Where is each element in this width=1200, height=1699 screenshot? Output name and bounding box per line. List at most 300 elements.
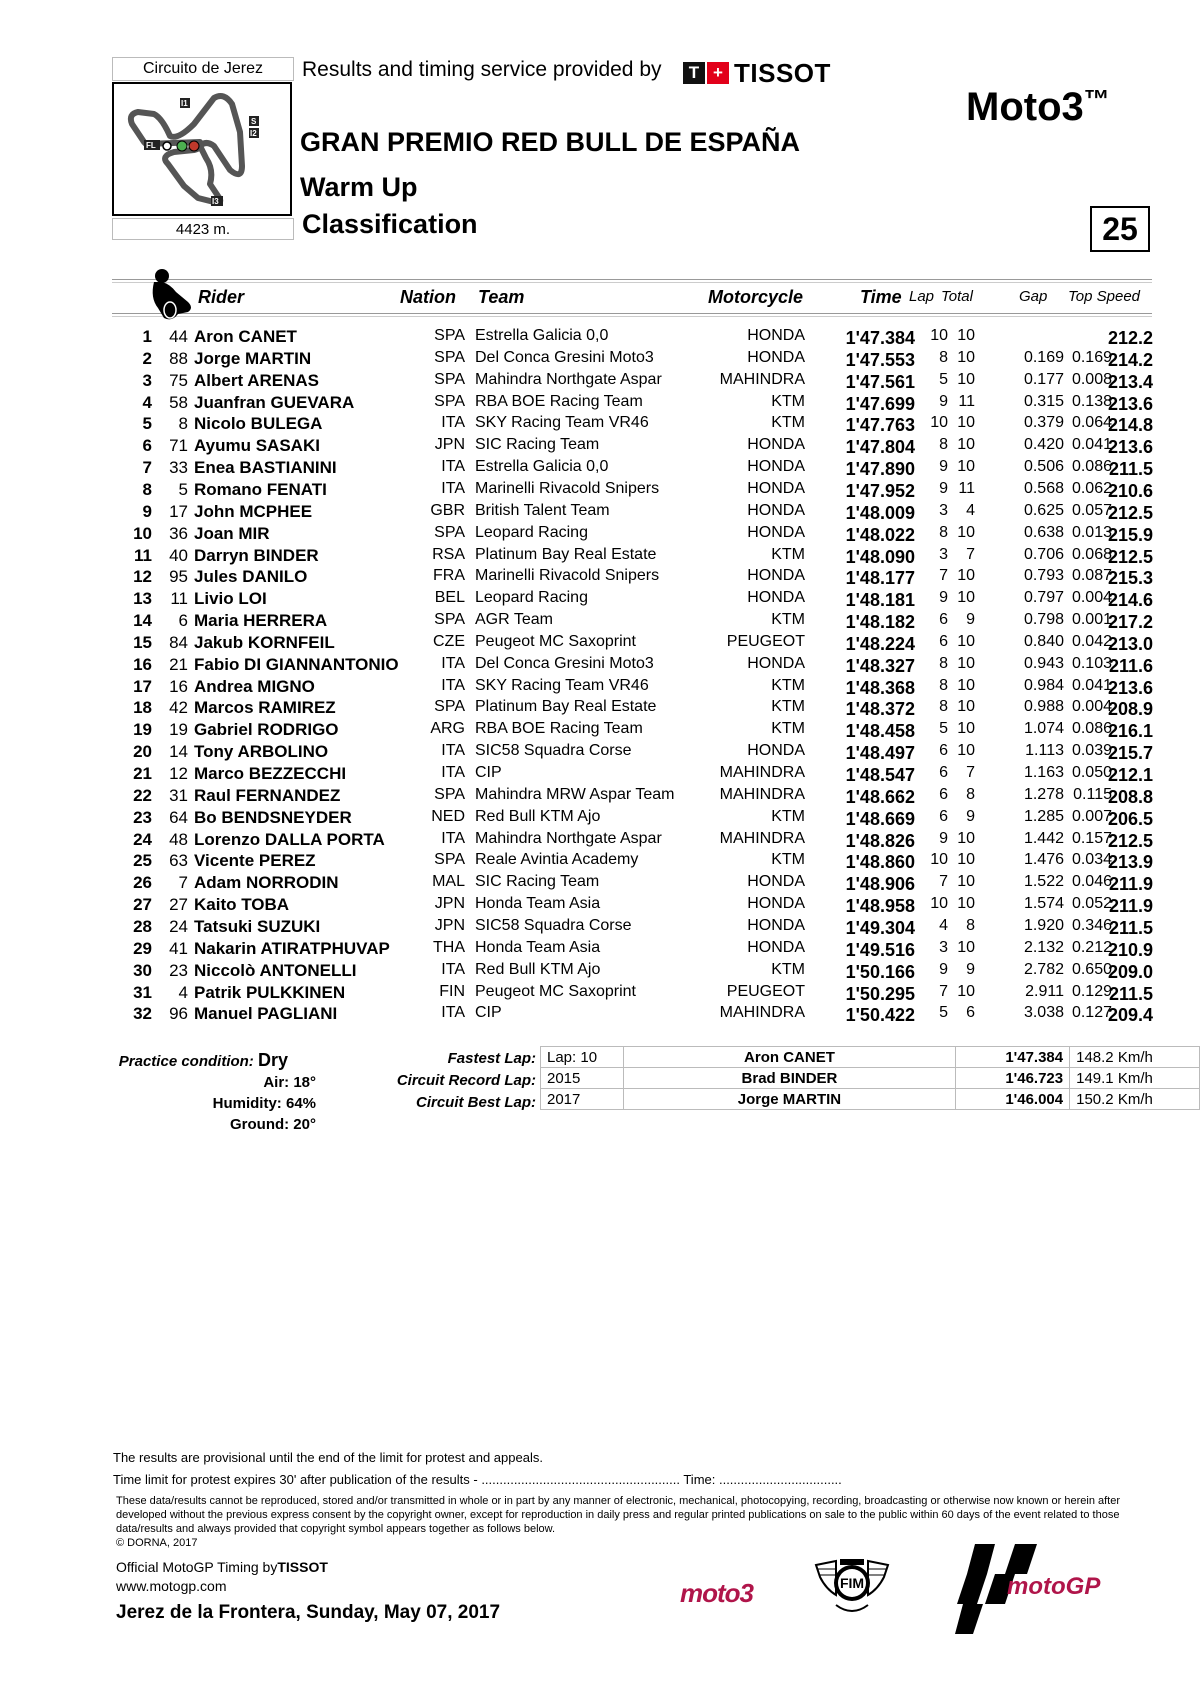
rider-name: Kaito TOBA — [194, 895, 290, 915]
record-extra: 2015 — [541, 1068, 624, 1089]
nation: JPN — [434, 436, 465, 454]
total-laps: 8 — [966, 916, 975, 934]
best-time: 1'50.295 — [845, 983, 915, 1004]
website-link[interactable]: www.motogp.com — [116, 1578, 227, 1594]
gap-to-first: 1.278 — [1023, 785, 1064, 803]
gap-to-first: 1.522 — [1023, 873, 1064, 891]
total-laps: 9 — [966, 960, 975, 978]
official-timing-brand: TISSOT — [277, 1559, 328, 1575]
gap-to-previous: 0.127 — [1071, 1004, 1112, 1022]
table-row — [0, 895, 1200, 917]
total-laps: 10 — [957, 851, 975, 869]
rider-name: Nicolo BULEGA — [194, 414, 323, 434]
timing-provider-text: Results and timing service provided by — [302, 58, 662, 81]
air-temp: Air: 18° — [263, 1074, 316, 1091]
best-time: 1'48.327 — [845, 655, 915, 676]
gap-to-previous: 0.042 — [1071, 632, 1112, 650]
position: 4 — [142, 392, 152, 412]
rider-name: Tatsuki SUZUKI — [194, 916, 321, 936]
motorcycle: HONDA — [747, 327, 805, 344]
rider-name: Andrea MIGNO — [194, 676, 315, 696]
position: 10 — [133, 523, 152, 543]
top-speed: 209.0 — [1107, 961, 1153, 982]
gap-to-previous: 0.008 — [1071, 370, 1112, 388]
gap-to-previous: 0.086 — [1071, 720, 1112, 738]
nation: JPN — [434, 895, 465, 913]
nation: SPA — [434, 392, 465, 410]
team-name: SIC58 Squadra Corse — [475, 742, 632, 760]
record-label-circuit-best: Circuit Best Lap: — [415, 1094, 536, 1111]
best-lap: 3 — [939, 545, 948, 563]
motorcycle: HONDA — [747, 479, 805, 497]
best-lap: 6 — [939, 632, 948, 650]
humidity: Humidity: 64% — [212, 1095, 316, 1112]
tissot-t-icon: T — [683, 62, 705, 84]
record-speed: 149.1 Km/h — [1070, 1068, 1200, 1089]
table-row — [0, 567, 1200, 589]
record-time: 1'46.004 — [955, 1089, 1070, 1110]
table-row — [0, 1004, 1200, 1026]
gap-to-first: 0.793 — [1023, 567, 1064, 585]
total-laps: 7 — [966, 764, 975, 781]
class-title — [966, 84, 1110, 130]
position: 28 — [133, 916, 152, 936]
rider-number: 6 — [178, 611, 188, 631]
nation: ITA — [441, 458, 465, 476]
gap-to-first: 1.476 — [1023, 851, 1064, 869]
team-name: Del Conca Gresini Moto3 — [475, 654, 654, 672]
rider-number: 95 — [169, 567, 188, 587]
team-name: Marinelli Rivacold Snipers — [475, 567, 660, 585]
team-name: Reale Avintia Academy — [475, 851, 639, 869]
nation: ITA — [441, 764, 465, 781]
best-time: 1'47.890 — [845, 459, 915, 480]
rider-number: 96 — [169, 1004, 188, 1024]
rider-number: 12 — [169, 764, 188, 783]
motorcycle: HONDA — [747, 458, 805, 476]
gap-to-previous: 0.052 — [1071, 895, 1112, 913]
gap-to-first: 0.840 — [1023, 632, 1064, 650]
top-speed: 212.1 — [1107, 765, 1153, 785]
gap-to-first: 1.574 — [1023, 895, 1064, 913]
best-time: 1'47.553 — [845, 349, 915, 370]
record-label-fastest: Fastest Lap: — [447, 1050, 536, 1067]
total-laps: 10 — [957, 436, 975, 454]
rider-name: Raul FERNANDEZ — [194, 785, 341, 805]
rider-number: 42 — [169, 698, 188, 718]
rider-name: Romano FENATI — [194, 479, 327, 499]
top-speed: 216.1 — [1107, 721, 1153, 742]
best-time: 1'47.952 — [845, 480, 915, 501]
rider-number: 21 — [169, 654, 188, 674]
team-name: Mahindra MRW Aspar Team — [475, 785, 675, 803]
team-name: Mahindra Northgate Aspar — [475, 829, 662, 847]
team-name: Leopard Racing — [475, 523, 588, 541]
top-speed: 211.5 — [1108, 459, 1153, 480]
position: 8 — [142, 479, 152, 499]
total-laps: 10 — [957, 589, 975, 607]
total-laps: 10 — [957, 654, 975, 672]
rider-name: Enea BASTIANINI — [194, 458, 337, 478]
nation: ARG — [430, 720, 465, 738]
total-laps: 7 — [966, 545, 975, 563]
motorcycle: KTM — [771, 611, 805, 629]
motorcycle: KTM — [771, 698, 805, 716]
position: 3 — [142, 370, 152, 390]
top-speed: 208.9 — [1107, 699, 1153, 720]
svg-text:I3: I3 — [212, 197, 219, 206]
best-time: 1'47.763 — [845, 415, 915, 436]
team-name: Estrella Galicia 0,0 — [475, 327, 609, 344]
nation: ITA — [441, 1004, 465, 1022]
gap-to-previous: 0.103 — [1071, 654, 1112, 672]
col-team: Team — [478, 287, 525, 307]
rider-name: Aron CANET — [194, 327, 297, 346]
motorcycle: KTM — [771, 545, 805, 563]
best-lap: 7 — [939, 567, 948, 585]
top-speed: 213.0 — [1107, 633, 1153, 654]
table-row — [0, 808, 1200, 830]
table-row — [0, 349, 1200, 371]
gap-to-first: 0.988 — [1023, 698, 1064, 716]
table-row — [0, 983, 1200, 1005]
gap-to-previous: 0.041 — [1071, 436, 1112, 454]
motorcycle: KTM — [771, 960, 805, 978]
table-row — [0, 830, 1200, 852]
place-date: Jerez de la Frontera, Sunday, May 07, 2017 — [116, 1602, 501, 1623]
total-laps: 10 — [957, 895, 975, 913]
table-row — [0, 414, 1200, 436]
position: 9 — [142, 501, 152, 521]
best-time: 1'48.372 — [845, 699, 915, 720]
best-lap: 5 — [939, 720, 948, 738]
position: 15 — [133, 632, 152, 652]
team-name: SKY Racing Team VR46 — [475, 414, 649, 432]
rider-number: 64 — [169, 807, 188, 827]
position: 27 — [133, 895, 152, 915]
total-laps: 10 — [957, 370, 975, 388]
gap-to-first: 0.420 — [1023, 436, 1064, 454]
rider-number: 44 — [169, 327, 188, 346]
gap-to-previous: 0.039 — [1071, 742, 1112, 760]
best-lap: 9 — [939, 589, 948, 607]
table-row — [0, 742, 1200, 764]
total-laps: 4 — [966, 501, 975, 519]
best-time: 1'48.181 — [845, 590, 915, 611]
gap-to-first: 0.984 — [1023, 676, 1064, 694]
rider-number: 8 — [178, 414, 188, 434]
gap-to-first: 3.038 — [1023, 1004, 1064, 1022]
best-time: 1'49.516 — [845, 939, 915, 960]
gap-to-previous: 0.068 — [1071, 545, 1112, 563]
best-lap: 9 — [939, 960, 948, 978]
col-gap: Gap — [1019, 288, 1048, 305]
total-laps: 9 — [966, 611, 975, 629]
position: 22 — [133, 785, 152, 805]
header-rule-bottom — [112, 313, 1152, 314]
best-lap: 9 — [939, 392, 948, 410]
gap-to-previous: 0.212 — [1071, 938, 1112, 956]
position: 14 — [133, 611, 152, 631]
position: 23 — [133, 807, 152, 827]
best-lap: 9 — [939, 479, 948, 497]
top-speed: 213.6 — [1107, 393, 1153, 414]
position: 30 — [133, 960, 152, 980]
best-time: 1'48.906 — [845, 874, 915, 895]
record-rider: Brad BINDER — [624, 1068, 955, 1089]
motorcycle: MAHINDRA — [719, 370, 805, 388]
table-row — [0, 611, 1200, 633]
position: 13 — [133, 589, 152, 609]
best-time: 1'48.860 — [845, 852, 915, 873]
best-time: 1'47.804 — [845, 437, 915, 458]
position: 19 — [133, 720, 152, 740]
top-speed: 210.6 — [1107, 480, 1153, 501]
top-speed: 213.6 — [1107, 437, 1153, 458]
page-number: 25 — [1090, 206, 1150, 252]
top-speed: 217.2 — [1107, 612, 1153, 633]
motorcycle: HONDA — [747, 916, 805, 934]
top-speed: 214.6 — [1107, 590, 1153, 611]
svg-text:I2: I2 — [250, 129, 257, 138]
rider-number: 7 — [178, 873, 188, 893]
team-name: Marinelli Rivacold Snipers — [475, 479, 660, 497]
gap-to-first: 1.285 — [1023, 807, 1064, 825]
best-time: 1'48.662 — [845, 786, 915, 807]
rider-number: 33 — [169, 458, 188, 478]
record-speed: 150.2 Km/h — [1070, 1089, 1200, 1110]
position: 17 — [133, 676, 152, 696]
position: 1 — [142, 327, 152, 346]
gap-to-previous: 0.062 — [1071, 479, 1112, 497]
team-name: CIP — [475, 764, 502, 781]
header-rule-top-2 — [112, 282, 1152, 283]
team-name: Peugeot MC Saxoprint — [475, 982, 636, 1000]
best-lap: 6 — [939, 742, 948, 760]
rider-name: Fabio DI GIANNANTONIO — [194, 654, 399, 674]
rider-number: 31 — [169, 785, 188, 805]
rider-name: Marcos RAMIREZ — [194, 698, 336, 718]
legal-notice — [116, 1494, 1126, 1550]
col-rider: Rider — [198, 287, 245, 307]
team-name: Red Bull KTM Ajo — [475, 960, 601, 978]
rider-number: 88 — [169, 348, 188, 368]
rider-number: 84 — [169, 632, 188, 652]
motorcycle: KTM — [771, 851, 805, 869]
best-time: 1'48.497 — [845, 743, 915, 764]
gap-to-first: 1.163 — [1023, 764, 1064, 781]
gap-to-previous: 0.041 — [1071, 676, 1112, 694]
top-speed: 210.9 — [1107, 939, 1153, 960]
total-laps: 10 — [957, 938, 975, 956]
fim-logo — [812, 1555, 892, 1619]
gap-to-previous: 0.129 — [1071, 982, 1112, 1000]
nation: MAL — [432, 873, 465, 891]
total-laps: 10 — [957, 742, 975, 760]
gap-to-first: 1.113 — [1025, 742, 1064, 760]
col-nation: Nation — [400, 287, 456, 307]
nation: BEL — [434, 589, 465, 607]
top-speed: 211.9 — [1108, 874, 1153, 895]
motorcycle: HONDA — [747, 567, 805, 585]
gap-to-first: 0.625 — [1023, 501, 1064, 519]
gap-to-previous: 0.650 — [1071, 960, 1112, 978]
team-name: CIP — [475, 1004, 502, 1022]
nation: RSA — [432, 545, 465, 563]
top-speed: 209.4 — [1107, 1005, 1153, 1026]
motorcycle: MAHINDRA — [719, 829, 805, 847]
top-speed: 213.6 — [1107, 677, 1153, 698]
table-row — [0, 851, 1200, 873]
nation: CZE — [433, 632, 465, 650]
top-speed: 212.2 — [1107, 328, 1153, 348]
team-name: RBA BOE Racing Team — [475, 720, 643, 738]
best-time: 1'48.022 — [845, 524, 915, 545]
nation: SPA — [434, 523, 465, 541]
top-speed: 215.9 — [1107, 524, 1153, 545]
rider-name: Patrik PULKKINEN — [194, 982, 346, 1002]
best-time: 1'48.368 — [845, 677, 915, 698]
best-time: 1'48.224 — [845, 633, 915, 654]
best-time: 1'49.304 — [845, 917, 915, 938]
gap-to-first: 0.568 — [1023, 479, 1064, 497]
rider-name: Bo BENDSNEYDER — [194, 807, 352, 827]
gap-to-first: 0.177 — [1023, 370, 1064, 388]
rider-name: Nakarin ATIRATPHUVAP — [194, 938, 390, 958]
motorcycle: KTM — [771, 807, 805, 825]
best-lap: 5 — [939, 370, 948, 388]
rider-number: 75 — [169, 370, 188, 390]
record-row-circuit-best — [541, 1089, 1200, 1110]
motorcycle: HONDA — [747, 436, 805, 454]
table-row — [0, 458, 1200, 480]
top-speed: 212.5 — [1107, 502, 1153, 523]
motorcycle: MAHINDRA — [719, 785, 805, 803]
records-table — [540, 1046, 1200, 1110]
team-name: SIC58 Squadra Corse — [475, 916, 632, 934]
nation: NED — [431, 807, 465, 825]
best-lap: 10 — [930, 414, 948, 432]
top-speed: 211.6 — [1108, 655, 1153, 676]
total-laps: 10 — [957, 414, 975, 432]
track-map-icon — [114, 84, 290, 214]
table-row — [0, 655, 1200, 677]
team-name: Honda Team Asia — [475, 938, 601, 956]
motorcycle: HONDA — [747, 895, 805, 913]
ground-temp: Ground: 20° — [229, 1116, 316, 1133]
gap-to-first: 0.943 — [1023, 654, 1064, 672]
rider-name: Juanfran GUEVARA — [194, 392, 355, 412]
best-lap: 8 — [939, 523, 948, 541]
best-time: 1'50.422 — [845, 1005, 915, 1026]
gap-to-first: 1.442 — [1023, 829, 1064, 847]
rider-name: Joan MIR — [194, 523, 270, 543]
best-time: 1'48.669 — [845, 808, 915, 829]
position: 25 — [133, 851, 152, 871]
position: 7 — [142, 458, 152, 478]
position: 18 — [133, 698, 152, 718]
gap-to-first: 2.132 — [1023, 938, 1064, 956]
rider-number: 19 — [169, 720, 188, 740]
record-speed: 148.2 Km/h — [1070, 1047, 1200, 1068]
copyright: © DORNA, 2017 — [116, 1537, 198, 1549]
best-lap: 6 — [939, 764, 948, 781]
table-row — [0, 917, 1200, 939]
svg-text:S: S — [251, 117, 257, 126]
best-lap: 9 — [939, 458, 948, 476]
motorcycle: KTM — [771, 720, 805, 738]
nation: SPA — [434, 348, 465, 366]
best-lap: 6 — [939, 785, 948, 803]
official-timing — [116, 1559, 328, 1575]
table-row — [0, 393, 1200, 415]
rider-name: John MCPHEE — [194, 501, 313, 521]
best-time: 1'50.166 — [845, 961, 915, 982]
table-row — [0, 480, 1200, 502]
position: 29 — [133, 938, 152, 958]
rider-number: 48 — [169, 829, 188, 849]
top-speed: 215.7 — [1107, 743, 1153, 764]
rider-number: 14 — [169, 742, 188, 762]
best-lap: 3 — [939, 501, 948, 519]
top-speed: 212.5 — [1107, 830, 1153, 851]
best-lap: 6 — [939, 611, 948, 629]
team-name: Platinum Bay Real Estate — [475, 545, 657, 563]
gap-to-first: 0.706 — [1023, 545, 1064, 563]
svg-text:FL: FL — [146, 141, 156, 150]
best-time: 1'48.547 — [845, 765, 915, 785]
rider-name: Adam NORRODIN — [194, 873, 339, 893]
swiss-cross-icon: + — [707, 62, 729, 84]
top-speed: 214.2 — [1107, 349, 1153, 370]
top-speed: 208.8 — [1107, 786, 1153, 807]
rider-name: Vicente PEREZ — [194, 851, 316, 871]
gap-to-previous: 0.169 — [1071, 348, 1112, 366]
gap-to-first: 0.506 — [1023, 458, 1064, 476]
top-speed: 212.5 — [1107, 546, 1153, 567]
table-row — [0, 371, 1200, 393]
best-lap: 8 — [939, 654, 948, 672]
record-extra: 2017 — [541, 1089, 624, 1110]
nation: ITA — [441, 742, 465, 760]
gap-to-first: 0.638 — [1023, 523, 1064, 541]
gap-to-first: 2.911 — [1025, 982, 1064, 1000]
total-laps: 10 — [957, 982, 975, 1000]
class-name: Moto3 — [966, 85, 1084, 129]
gap-to-previous: 0.046 — [1071, 873, 1112, 891]
nation: JPN — [434, 916, 465, 934]
nation: ITA — [441, 479, 465, 497]
rider-number: 58 — [169, 392, 188, 412]
total-laps: 10 — [957, 327, 975, 344]
gap-to-previous: 0.087 — [1071, 567, 1112, 585]
col-motorcycle: Motorcycle — [708, 287, 804, 307]
rider-number: 27 — [169, 895, 188, 915]
col-lap: Lap — [909, 288, 935, 305]
team-name: SIC Racing Team — [475, 436, 600, 454]
best-lap: 10 — [930, 851, 948, 869]
rider-name: Manuel PAGLIANI — [194, 1004, 338, 1024]
motorcycle: HONDA — [747, 654, 805, 672]
nation: GBR — [430, 501, 465, 519]
top-speed: 211.5 — [1108, 983, 1153, 1004]
total-laps: 11 — [958, 479, 975, 497]
table-row — [0, 677, 1200, 699]
session-title: Warm Up — [300, 172, 418, 202]
best-lap: 3 — [939, 938, 948, 956]
best-lap: 8 — [939, 676, 948, 694]
best-lap: 8 — [939, 698, 948, 716]
